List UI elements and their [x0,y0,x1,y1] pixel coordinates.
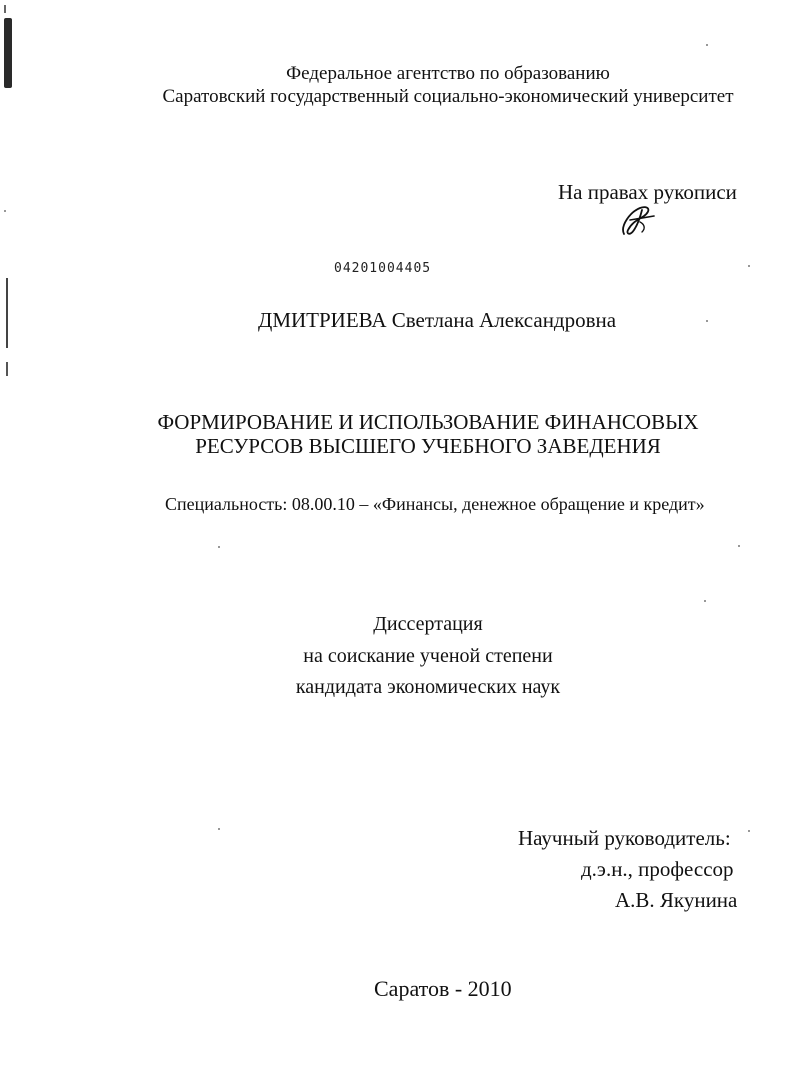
advisor-label: Научный руководитель: [518,826,731,850]
thesis-title-line-1: ФОРМИРОВАНИЕ И ИСПОЛЬЗОВАНИЕ ФИНАНСОВЫХ [157,410,699,434]
scan-speck [218,828,220,830]
scan-speck [704,600,706,602]
scan-speck [706,44,708,46]
author-name: ДМИТРИЕВА Светлана Александровна [258,308,617,332]
scan-artifact [4,5,6,13]
scan-speck [218,546,220,548]
scan-speck [4,210,6,212]
registration-code: 04201004405 [334,261,432,276]
scan-artifact [6,278,8,348]
thesis-title-line-2: РЕСУРСОВ ВЫСШЕГО УЧЕБНОГО ЗАВЕДЕНИЯ [195,434,661,458]
city-year: Саратов - 2010 [374,976,512,1001]
scan-artifact [6,362,8,376]
scan-speck [748,265,750,267]
dissertation-label: Диссертация [373,613,483,635]
scan-speck [748,830,750,832]
scan-speck [738,545,740,547]
manuscript-note: На правах рукописи [558,180,737,204]
agency-name: Федеральное агентство по образованию [286,63,610,84]
scan-speck [706,320,708,322]
degree-purpose: на соискание ученой степени [303,645,553,667]
university-name: Саратовский государственный социально-экономический университет [162,86,734,107]
signature-icon [610,200,660,240]
advisor-degree: д.э.н., профессор [581,857,734,881]
specialty: Специальность: 08.00.10 – «Финансы, денежное обращение и кредит» [165,494,705,514]
scan-artifact [4,18,12,88]
degree-name: кандидата экономических наук [295,676,561,698]
advisor-name: А.В. Якунина [615,888,738,912]
